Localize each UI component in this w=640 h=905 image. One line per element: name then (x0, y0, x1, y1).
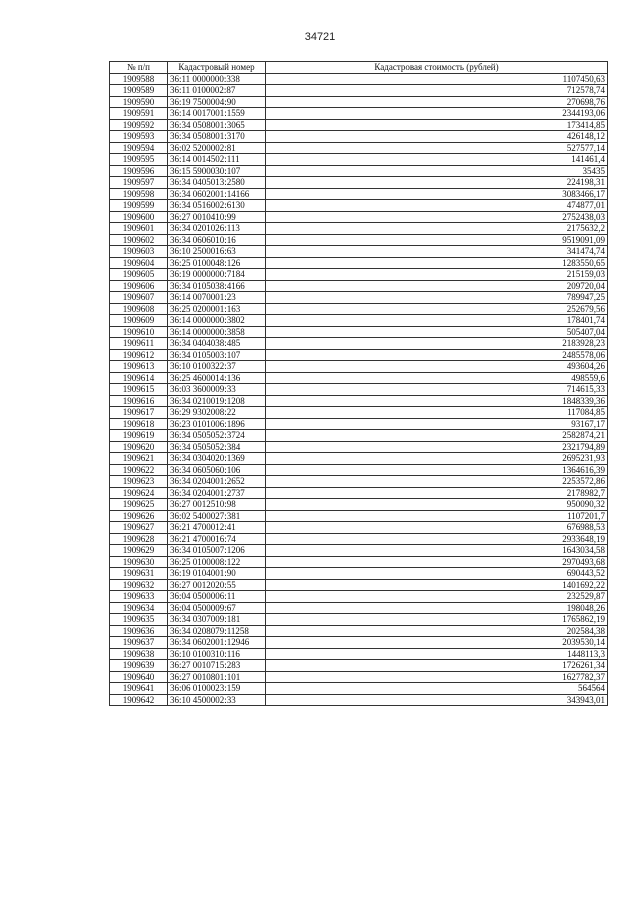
header-index: № п/п (110, 62, 168, 74)
row-index: 1909617 (110, 407, 168, 419)
table-row (110, 361, 608, 373)
row-cadastral-number: 36:34 0204001:2737 (168, 487, 266, 499)
table-row (110, 637, 608, 649)
table-row (110, 384, 608, 396)
table-row (110, 315, 608, 327)
row-cadastral-value: 2321794,89 (266, 441, 608, 453)
table-row (110, 257, 608, 269)
table-row (110, 223, 608, 235)
row-index: 1909638 (110, 648, 168, 660)
table-row (110, 246, 608, 258)
table-row (110, 510, 608, 522)
row-cadastral-value: 93167,17 (266, 418, 608, 430)
row-cadastral-value: 2933648,19 (266, 533, 608, 545)
row-cadastral-value: 173414,85 (266, 119, 608, 131)
row-cadastral-value: 117084,85 (266, 407, 608, 419)
row-cadastral-value: 714615,33 (266, 384, 608, 396)
table-row (110, 326, 608, 338)
row-cadastral-value: 1107450,63 (266, 73, 608, 85)
row-cadastral-number: 36:04 0500006:11 (168, 591, 266, 603)
row-index: 1909602 (110, 234, 168, 246)
table-row (110, 487, 608, 499)
row-cadastral-value: 141461,4 (266, 154, 608, 166)
row-cadastral-number: 36:19 7500004:90 (168, 96, 266, 108)
row-index: 1909596 (110, 165, 168, 177)
table-row (110, 292, 608, 304)
row-cadastral-number: 36:03 3600009:33 (168, 384, 266, 396)
row-cadastral-number: 36:04 0500009:67 (168, 602, 266, 614)
table-row (110, 108, 608, 120)
row-index: 1909613 (110, 361, 168, 373)
row-cadastral-value: 209720,04 (266, 280, 608, 292)
table-row (110, 211, 608, 223)
row-cadastral-number: 36:19 0000000:7184 (168, 269, 266, 281)
table-row (110, 177, 608, 189)
row-cadastral-number: 36:14 0070001:23 (168, 292, 266, 304)
row-cadastral-value: 178401,74 (266, 315, 608, 327)
row-cadastral-number: 36:25 0200001:163 (168, 303, 266, 315)
row-cadastral-number: 36:34 0508001:3170 (168, 131, 266, 143)
row-cadastral-value: 2582874,21 (266, 430, 608, 442)
row-index: 1909633 (110, 591, 168, 603)
row-index: 1909607 (110, 292, 168, 304)
row-index: 1909606 (110, 280, 168, 292)
row-cadastral-number: 36:21 4700016:74 (168, 533, 266, 545)
header-cadastral-value: Кадастровая стоимость (рублей) (266, 62, 608, 74)
row-index: 1909593 (110, 131, 168, 143)
row-cadastral-number: 36:15 5900030:107 (168, 165, 266, 177)
row-index: 1909641 (110, 683, 168, 695)
table-row (110, 660, 608, 672)
table-row (110, 96, 608, 108)
row-index: 1909623 (110, 476, 168, 488)
row-cadastral-number: 36:10 4500002:33 (168, 694, 266, 706)
table-row (110, 418, 608, 430)
row-cadastral-value: 215159,03 (266, 269, 608, 281)
row-index: 1909634 (110, 602, 168, 614)
row-cadastral-number: 36:23 0101006:1896 (168, 418, 266, 430)
table-row (110, 522, 608, 534)
table-row (110, 154, 608, 166)
row-cadastral-value: 1627782,37 (266, 671, 608, 683)
table-row (110, 142, 608, 154)
row-cadastral-number: 36:34 0204001:2652 (168, 476, 266, 488)
table-row (110, 119, 608, 131)
row-index: 1909616 (110, 395, 168, 407)
row-cadastral-value: 198048,26 (266, 602, 608, 614)
row-index: 1909612 (110, 349, 168, 361)
row-cadastral-value: 341474,74 (266, 246, 608, 258)
row-cadastral-number: 36:25 0100008:122 (168, 556, 266, 568)
row-cadastral-value: 343943,01 (266, 694, 608, 706)
table-row (110, 464, 608, 476)
row-cadastral-number: 36:10 0100310:116 (168, 648, 266, 660)
row-index: 1909595 (110, 154, 168, 166)
page-number: 34721 (304, 31, 336, 43)
row-cadastral-number: 36:21 4700012:41 (168, 522, 266, 534)
row-cadastral-number: 36:34 0602001:14166 (168, 188, 266, 200)
row-cadastral-number: 36:02 5400027:381 (168, 510, 266, 522)
row-cadastral-value: 224198,31 (266, 177, 608, 189)
row-index: 1909591 (110, 108, 168, 120)
row-cadastral-value: 474877,01 (266, 200, 608, 212)
row-cadastral-value: 2752438,03 (266, 211, 608, 223)
table-row (110, 694, 608, 706)
row-index: 1909598 (110, 188, 168, 200)
row-cadastral-value: 1848339,36 (266, 395, 608, 407)
row-cadastral-number: 36:27 0012510:98 (168, 499, 266, 511)
table-row (110, 671, 608, 683)
row-index: 1909620 (110, 441, 168, 453)
row-cadastral-value: 564564 (266, 683, 608, 695)
row-index: 1909615 (110, 384, 168, 396)
row-cadastral-value: 1726261,34 (266, 660, 608, 672)
row-cadastral-value: 202584,38 (266, 625, 608, 637)
table-row (110, 683, 608, 695)
row-cadastral-number: 36:06 0100023:159 (168, 683, 266, 695)
row-index: 1909590 (110, 96, 168, 108)
row-index: 1909618 (110, 418, 168, 430)
row-index: 1909637 (110, 637, 168, 649)
table-row (110, 188, 608, 200)
row-cadastral-number: 36:34 0208079:11258 (168, 625, 266, 637)
row-index: 1909599 (110, 200, 168, 212)
row-index: 1909627 (110, 522, 168, 534)
row-cadastral-number: 36:34 0201026:113 (168, 223, 266, 235)
row-cadastral-value: 2485578,06 (266, 349, 608, 361)
table-row (110, 73, 608, 85)
table-row (110, 499, 608, 511)
row-cadastral-value: 2175632,2 (266, 223, 608, 235)
row-cadastral-value: 676988,53 (266, 522, 608, 534)
row-index: 1909621 (110, 453, 168, 465)
row-cadastral-value: 505407,04 (266, 326, 608, 338)
row-index: 1909604 (110, 257, 168, 269)
row-cadastral-value: 690443,52 (266, 568, 608, 580)
row-index: 1909624 (110, 487, 168, 499)
row-index: 1909642 (110, 694, 168, 706)
row-index: 1909588 (110, 73, 168, 85)
row-cadastral-number: 36:25 4600014:136 (168, 372, 266, 384)
row-index: 1909631 (110, 568, 168, 580)
row-cadastral-number: 36:34 0105003:107 (168, 349, 266, 361)
row-cadastral-number: 36:29 9302008:22 (168, 407, 266, 419)
row-cadastral-value: 2695231,93 (266, 453, 608, 465)
table-row (110, 372, 608, 384)
row-cadastral-value: 2183928,23 (266, 338, 608, 350)
row-cadastral-number: 36:11 0100002:87 (168, 85, 266, 97)
row-cadastral-value: 1401692,22 (266, 579, 608, 591)
row-cadastral-value: 232529,87 (266, 591, 608, 603)
row-index: 1909619 (110, 430, 168, 442)
row-cadastral-value: 2970493,68 (266, 556, 608, 568)
row-index: 1909628 (110, 533, 168, 545)
table-row (110, 234, 608, 246)
row-cadastral-value: 2039530,14 (266, 637, 608, 649)
table-row (110, 395, 608, 407)
row-cadastral-number: 36:34 0307009:181 (168, 614, 266, 626)
row-index: 1909635 (110, 614, 168, 626)
row-cadastral-number: 36:14 0000000:3802 (168, 315, 266, 327)
row-index: 1909611 (110, 338, 168, 350)
table-row (110, 269, 608, 281)
table-row (110, 579, 608, 591)
row-cadastral-number: 36:27 0010715:283 (168, 660, 266, 672)
table-row (110, 476, 608, 488)
row-index: 1909600 (110, 211, 168, 223)
row-cadastral-value: 493604,26 (266, 361, 608, 373)
row-index: 1909592 (110, 119, 168, 131)
table-row (110, 349, 608, 361)
row-cadastral-number: 36:34 0304020:1369 (168, 453, 266, 465)
table-row (110, 533, 608, 545)
row-cadastral-value: 270698,76 (266, 96, 608, 108)
table-header-row (110, 62, 608, 74)
table-row (110, 568, 608, 580)
row-cadastral-value: 1283550,65 (266, 257, 608, 269)
row-cadastral-value: 252679,56 (266, 303, 608, 315)
row-cadastral-value: 1643034,58 (266, 545, 608, 557)
row-cadastral-number: 36:34 0105007:1206 (168, 545, 266, 557)
table-row (110, 407, 608, 419)
table-row (110, 591, 608, 603)
table-row (110, 441, 608, 453)
row-cadastral-number: 36:34 0508001:3065 (168, 119, 266, 131)
row-cadastral-number: 36:14 0000000:3858 (168, 326, 266, 338)
row-cadastral-value: 498559,6 (266, 372, 608, 384)
row-index: 1909610 (110, 326, 168, 338)
table-row (110, 338, 608, 350)
cadastral-table (109, 61, 608, 706)
row-cadastral-value: 2253572,86 (266, 476, 608, 488)
row-index: 1909594 (110, 142, 168, 154)
row-cadastral-number: 36:34 0210019:1208 (168, 395, 266, 407)
table-row (110, 556, 608, 568)
row-cadastral-value: 950090,32 (266, 499, 608, 511)
row-cadastral-value: 527577,14 (266, 142, 608, 154)
row-cadastral-number: 36:34 0602001:12946 (168, 637, 266, 649)
row-index: 1909640 (110, 671, 168, 683)
table-row (110, 430, 608, 442)
row-cadastral-number: 36:34 0404038:485 (168, 338, 266, 350)
row-index: 1909629 (110, 545, 168, 557)
row-index: 1909597 (110, 177, 168, 189)
row-cadastral-number: 36:27 0012020:55 (168, 579, 266, 591)
table-row (110, 625, 608, 637)
row-index: 1909632 (110, 579, 168, 591)
row-index: 1909626 (110, 510, 168, 522)
table-row (110, 280, 608, 292)
row-cadastral-number: 36:11 0000000:338 (168, 73, 266, 85)
row-index: 1909630 (110, 556, 168, 568)
table-body (110, 73, 608, 706)
row-index: 1909622 (110, 464, 168, 476)
row-index: 1909609 (110, 315, 168, 327)
row-cadastral-value: 35435 (266, 165, 608, 177)
row-cadastral-number: 36:34 0505052:3724 (168, 430, 266, 442)
table-row (110, 200, 608, 212)
table-row (110, 614, 608, 626)
row-index: 1909614 (110, 372, 168, 384)
row-cadastral-value: 1448113,3 (266, 648, 608, 660)
row-cadastral-value: 426148,12 (266, 131, 608, 143)
row-index: 1909608 (110, 303, 168, 315)
table-row (110, 85, 608, 97)
table-row (110, 545, 608, 557)
row-index: 1909601 (110, 223, 168, 235)
row-cadastral-number: 36:19 0104001:90 (168, 568, 266, 580)
row-cadastral-number: 36:02 5200002:81 (168, 142, 266, 154)
table-row (110, 453, 608, 465)
row-index: 1909625 (110, 499, 168, 511)
row-cadastral-value: 2344193,06 (266, 108, 608, 120)
row-cadastral-number: 36:34 0605060:106 (168, 464, 266, 476)
header-cadastral-number: Кадастровый номер (168, 62, 266, 74)
row-cadastral-number: 36:34 0105038:4166 (168, 280, 266, 292)
row-index: 1909636 (110, 625, 168, 637)
row-cadastral-number: 36:34 0505052:384 (168, 441, 266, 453)
row-cadastral-number: 36:10 2500016:63 (168, 246, 266, 258)
table-row (110, 303, 608, 315)
row-cadastral-value: 1364616,39 (266, 464, 608, 476)
row-cadastral-number: 36:34 0516002:6130 (168, 200, 266, 212)
row-index: 1909639 (110, 660, 168, 672)
row-cadastral-value: 789947,25 (266, 292, 608, 304)
row-cadastral-number: 36:27 0010801:101 (168, 671, 266, 683)
row-cadastral-value: 9519091,09 (266, 234, 608, 246)
row-index: 1909603 (110, 246, 168, 258)
row-cadastral-number: 36:27 0010410:99 (168, 211, 266, 223)
table-row (110, 648, 608, 660)
table-row (110, 602, 608, 614)
row-cadastral-value: 2178982,7 (266, 487, 608, 499)
table-row (110, 131, 608, 143)
row-cadastral-value: 1107201,7 (266, 510, 608, 522)
row-cadastral-number: 36:10 0100322:37 (168, 361, 266, 373)
table-row (110, 165, 608, 177)
row-cadastral-number: 36:34 0405013:2580 (168, 177, 266, 189)
row-cadastral-value: 1765862,19 (266, 614, 608, 626)
row-index: 1909605 (110, 269, 168, 281)
row-cadastral-number: 36:25 0100048:126 (168, 257, 266, 269)
row-cadastral-number: 36:14 0017001:1559 (168, 108, 266, 120)
row-cadastral-value: 712578,74 (266, 85, 608, 97)
row-cadastral-number: 36:14 0014502:111 (168, 154, 266, 166)
row-index: 1909589 (110, 85, 168, 97)
row-cadastral-value: 3083466,17 (266, 188, 608, 200)
row-cadastral-number: 36:34 0606010:16 (168, 234, 266, 246)
